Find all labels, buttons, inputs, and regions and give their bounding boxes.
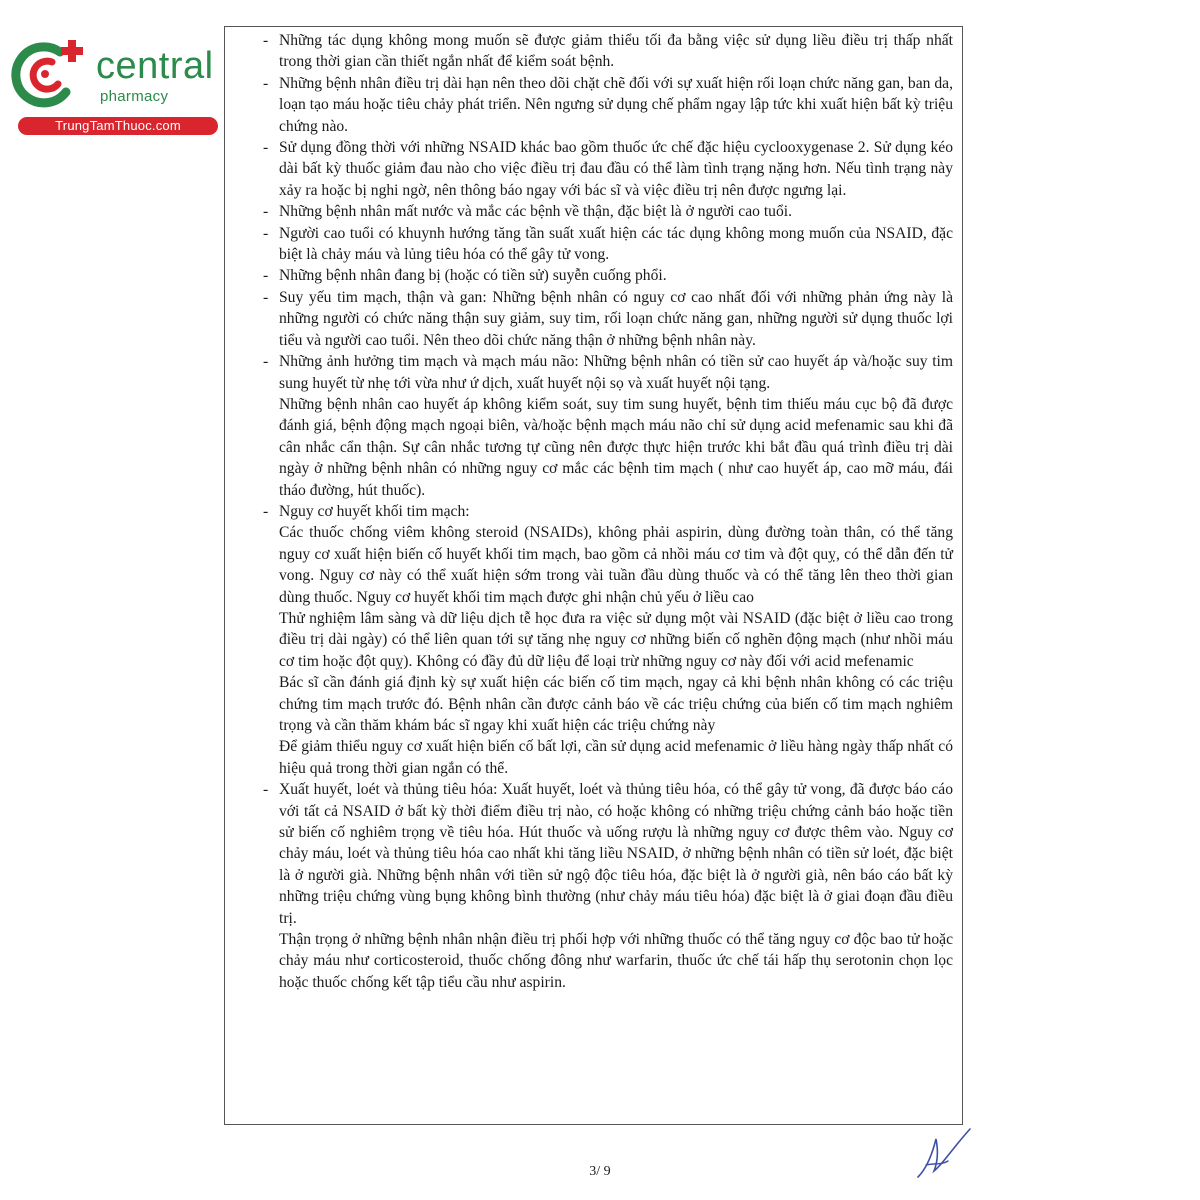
- item-text: Những bệnh nhân đang bị (hoặc có tiền sử) suyễn cuống phổi.: [279, 267, 667, 285]
- item-paragraph: Những bệnh nhân cao huyết áp không kiểm soát, suy tim sung huyết, bệnh tim thiếu máu cục bộ đã được đánh giá, bệnh động mạch ngoại biên, và/hoặc bệnh mạch máu não chỉ sử dụng acid mefenamic sau khi đã cân nhắc cẩn thận. Sự cân nhắc tương tự cũng nên được thực hiện trước khi bắt đầu quá trình điều trị dài ngày ở những bệnh nhân có những nguy cơ mắc các bệnh tim mạch ( như cao huyết áp, cao mỡ máu, đái tháo đường, hút thuốc).: [279, 395, 953, 499]
- item-text: Những bệnh nhân điều trị dài hạn nên theo dõi chặt chẽ đối với sự xuất hiện rối loạn chức năng gan, ban da, loạn tạo máu hoặc tiêu chảy phát triển. Nên ngưng sử dụng chế phẩm ngay lập tức khi xuất hiện bất kỳ triệu chứng nào.: [279, 74, 953, 135]
- bullet-dash: -: [263, 267, 269, 285]
- item-text: Người cao tuổi có khuynh hướng tăng tần suất xuất hiện các tác dụng không mong muốn của NSAID, đặc biệt là chảy máu và lủng tiêu hóa có thể gây tử vong.: [279, 224, 953, 264]
- item-paragraph: Để giảm thiểu nguy cơ xuất hiện biến cố bất lợi, cần sử dụng acid mefenamic ở liều hàng ngày thấp nhất có hiệu quả trong thời gian ngắn có thể.: [279, 738, 953, 777]
- bullet-dash: -: [263, 353, 269, 371]
- list-item: [263, 779, 953, 929]
- list-item: [263, 30, 953, 73]
- list-item: [263, 265, 953, 286]
- page-number: 3/ 9: [589, 1164, 611, 1179]
- item-paragraph: Thận trọng ở những bệnh nhân nhận điều trị phối hợp với những thuốc có thể tăng nguy cơ độc bao tử hoặc chảy máu như corticosteroid, thuốc chống đông như warfarin, thuốc ức chế tái hấp thụ serotonin chọn lọc hoặc thuốc chống kết tập tiểu cầu như aspirin.: [279, 931, 953, 991]
- list-item: [263, 73, 953, 137]
- bullet-dash: -: [263, 32, 269, 49]
- central-pharmacy-logo: [10, 38, 215, 138]
- list-item: [263, 351, 953, 394]
- list-item: [263, 501, 953, 522]
- item-text: Sử dụng đồng thời với những NSAID khác bao gồm thuốc ức chế đặc hiệu cyclooxygenase 2. Sử dụng kéo dài bất kỳ thuốc giảm đau nào cho việc điều trị đau đầu có thể làm tình trạng nặng hơn. Nếu tình trạng này xảy ra hoặc bị nghi ngờ, nên thông báo ngay với bác sĩ và việc điều trị nên được ngưng lại.: [279, 139, 953, 199]
- item-text: Những tác dụng không mong muốn sẽ được giảm thiểu tối đa bằng việc sử dụng liều điều trị thấp nhất trong thời gian cần thiết ngắn nhất để kiểm soát bệnh.: [279, 32, 953, 71]
- item-text: Suy yếu tim mạch, thận và gan: Những bệnh nhân có nguy cơ cao nhất đối với những phản ứng này là những người có chức năng thận suy giảm, suy tim, rối loạn chức năng gan, những người sử dụng thuốc lợi tiểu và người cao tuổi. Nên theo dõi chức năng thận ở những bệnh nhân này.: [279, 288, 953, 349]
- document-page: [224, 26, 963, 1125]
- item-text: Những ảnh hưởng tim mạch và mạch máu não: Những bệnh nhân có tiền sử cao huyết áp và/hoặc suy tim sung huyết từ nhẹ tới vừa như ứ dịch, xuất huyết nội sọ và xuất huyết nội tạng.: [279, 353, 953, 392]
- list-item: [263, 223, 953, 266]
- list-item: [263, 201, 953, 222]
- bullet-dash: -: [263, 224, 269, 242]
- signature-icon: [912, 1125, 976, 1185]
- bullet-dash: -: [263, 74, 269, 92]
- brand-website: TrungTamThuoc.com: [18, 117, 218, 135]
- bullet-dash: -: [263, 139, 269, 157]
- bullet-dash: -: [263, 781, 269, 799]
- item-paragraph: Các thuốc chống viêm không steroid (NSAIDs), không phải aspirin, dùng đường toàn thân, có thể tăng nguy cơ xuất hiện biến cố huyết khối tim mạch, bao gồm cả nhồi máu cơ tim và đột quỵ, có thể dẫn đến tử vong. Nguy cơ này có thể xuất hiện sớm trong vài tuần đầu dùng thuốc và có thể tăng lên theo thời gian dùng thuốc. Nguy cơ huyết khối tim mạch được ghi nhận chủ yếu ở liều cao: [279, 524, 953, 606]
- brand-subtitle: pharmacy: [100, 88, 169, 105]
- item-paragraph: Thử nghiệm lâm sàng và dữ liệu dịch tễ học đưa ra việc sử dụng một vài NSAID (đặc biệt ở liều cao trong điều trị dài ngày) có thể liên quan tới sự tăng nhẹ nguy cơ những biến cố nghẽn động mạch (như nhồi máu cơ tim hoặc đột quỵ). Không có đầy đủ dữ liệu để loại trừ những nguy cơ này đối với acid mefenamic: [279, 609, 953, 670]
- bullet-dash: -: [263, 288, 269, 306]
- item-paragraph: Bác sĩ cần đánh giá định kỳ sự xuất hiện các biến cố tim mạch, ngay cả khi bệnh nhân không có các triệu chứng tim mạch trước đó. Bệnh nhân cần được cảnh báo về các triệu chứng của biến cố tim mạch nghiêm trọng và cần thăm khám bác sĩ ngay khi xuất hiện các triệu chứng này: [279, 674, 953, 734]
- bullet-dash: -: [263, 502, 269, 520]
- document-body: [263, 30, 953, 993]
- item-text: Xuất huyết, loét và thủng tiêu hóa: Xuất huyết, loét và thủng tiêu hóa, có thể gây tử vong, đã được báo cáo với tất cả NSAID ở bất kỳ thời điểm điều trị nào, có hoặc không có những triệu chứng cảnh báo hoặc tiền sử biến cố nghiêm trọng về tiêu hóa. Hút thuốc và uống rượu là những nguy cơ được thêm vào. Nguy cơ chảy máu, loét và thủng tiêu hóa cao nhất khi tăng liều NSAID, ở những bệnh nhân có tiền sử loét, đặc biệt là ở người già. Những bệnh nhân với tiền sử ngộ độc tiêu hóa, đặc biệt là ở người già, nên báo cáo bất kỳ những triệu chứng vùng bụng không bình thường (như chảy máu tiêu hóa) đặc biệt là ở giai đoạn đầu điều trị.: [279, 781, 953, 927]
- list-item: [263, 137, 953, 201]
- bullet-dash: -: [263, 203, 269, 221]
- item-text: Nguy cơ huyết khối tim mạch:: [279, 502, 470, 520]
- logo-mark-icon: [10, 38, 90, 114]
- item-text: Những bệnh nhân mất nước và mắc các bệnh về thận, đặc biệt là ở người cao tuổi.: [279, 203, 792, 221]
- list-item: [263, 287, 953, 351]
- brand-name: central: [96, 45, 214, 87]
